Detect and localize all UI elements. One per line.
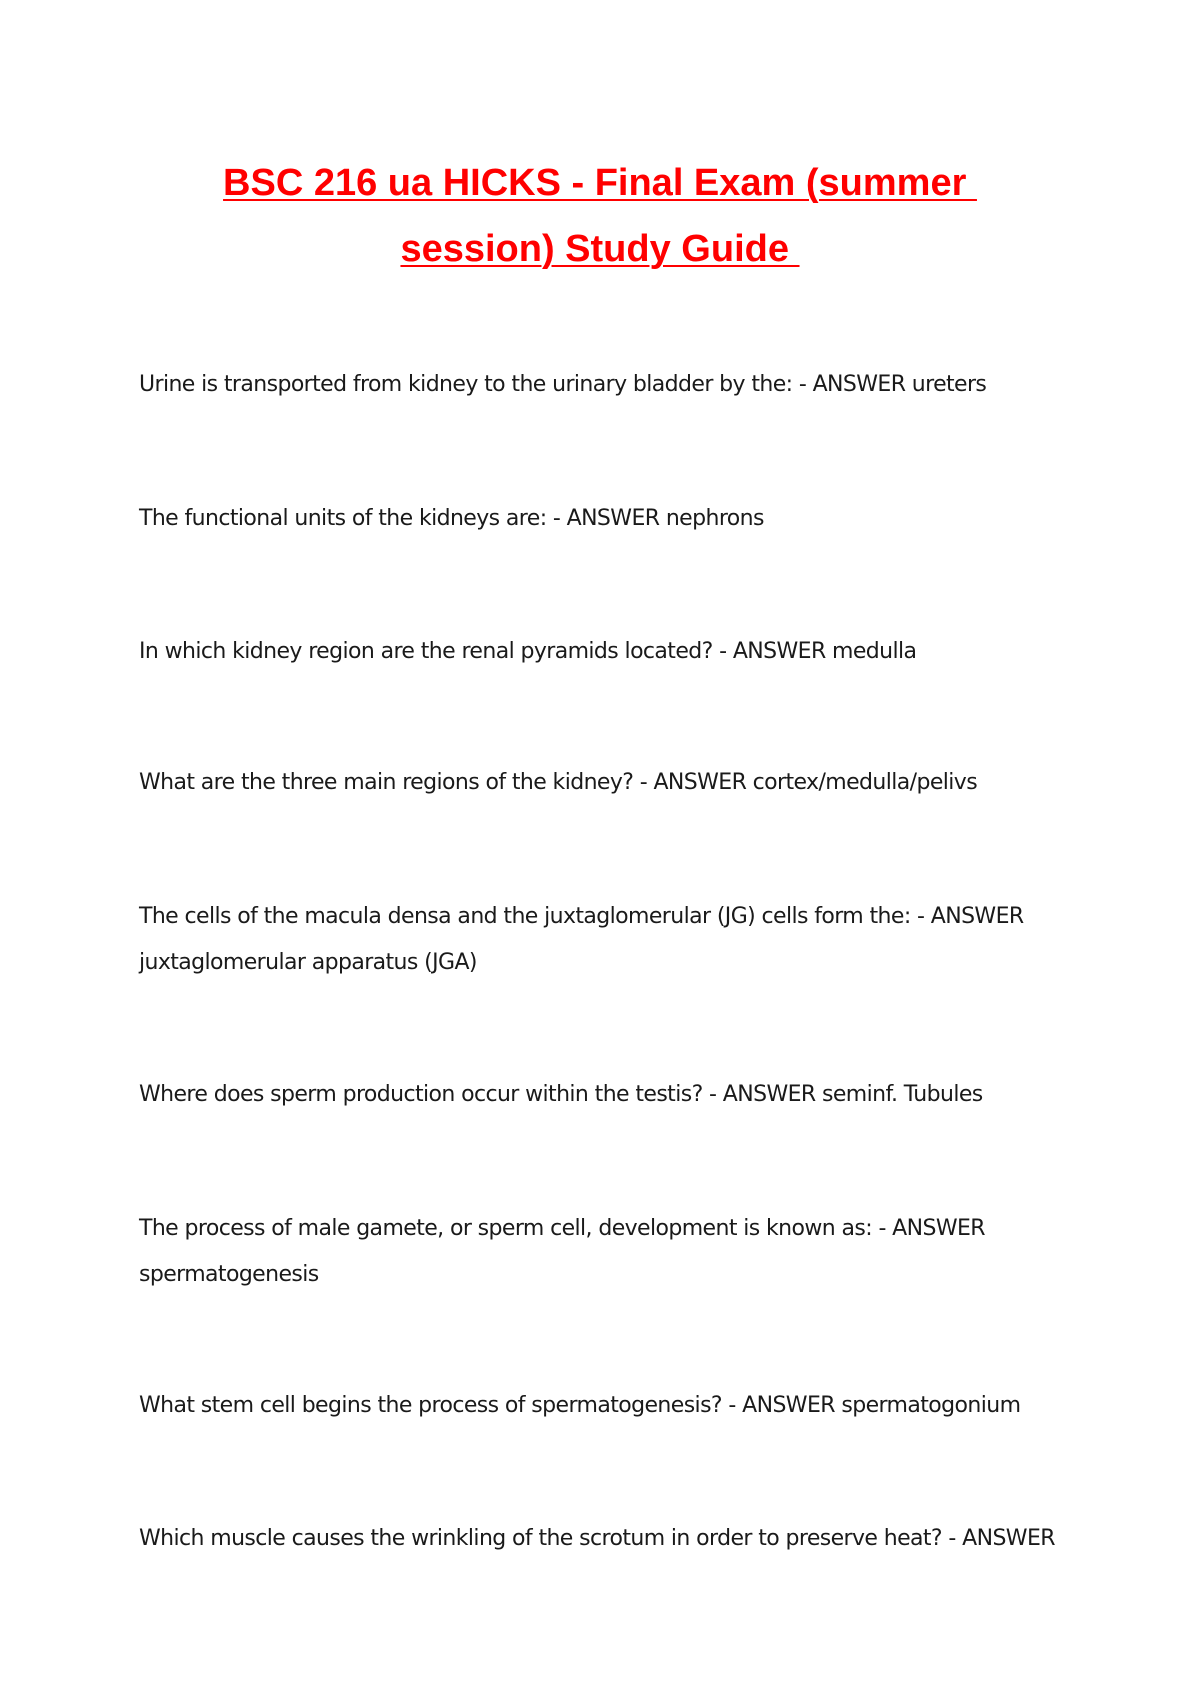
qa-item-6: Where does sperm production occur within the testis? - ANSWER seminf. Tubules [139,1082,983,1107]
qa-item-8: What stem cell begins the process of spermatogenesis? - ANSWER spermatogonium [139,1393,1021,1418]
title-line-2: session) Study Guide [400,228,800,270]
qa-item-4: What are the three main regions of the kidney? - ANSWER cortex/medulla/pelivs [139,770,978,795]
title-line-1: BSC 216 ua HICKS - Final Exam (summer [223,162,977,204]
document-title [0,150,1200,282]
qa-item-7: The process of male gamete, or sperm cell, development is known as: - ANSWER spermatogenesis [139,1216,985,1287]
qa-item-5: The cells of the macula densa and the juxtaglomerular (JG) cells form the: - ANSWER juxtaglomerular apparatus (JGA) [139,904,1024,975]
qa-item-2: The functional units of the kidneys are: - ANSWER nephrons [139,506,764,531]
qa-item-9: Which muscle causes the wrinkling of the scrotum in order to preserve heat? - ANSWER [139,1526,1055,1551]
qa-item-3: In which kidney region are the renal pyramids located? - ANSWER medulla [139,639,917,664]
qa-item-1: Urine is transported from kidney to the urinary bladder by the: - ANSWER ureters [139,372,987,397]
